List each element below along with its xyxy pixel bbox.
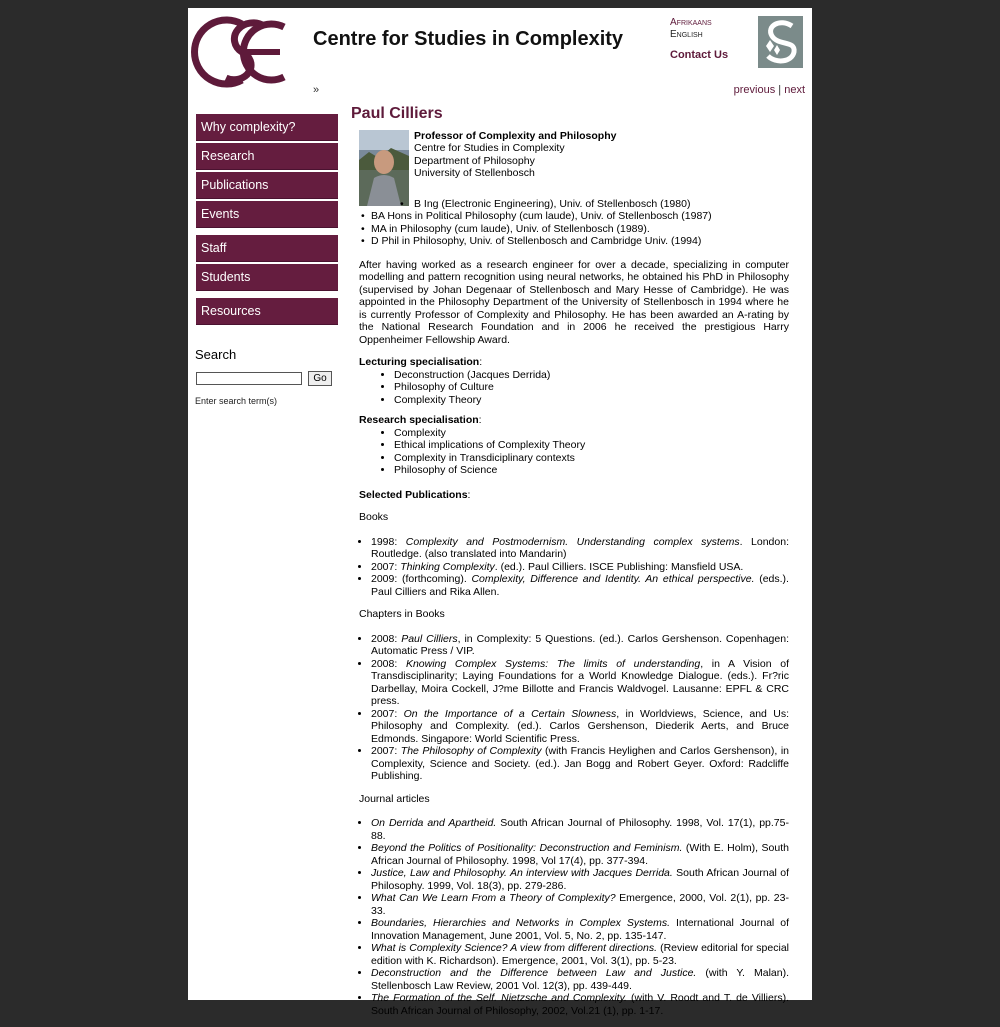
main-content — [351, 105, 790, 1027]
journals-heading: Journal articles — [359, 792, 430, 805]
sidebar-nav — [196, 114, 338, 327]
list-item: • Complexity Theory — [394, 394, 789, 407]
publication-item: • 1998: Complexity and Postmodernism. Understanding complex systems. London: Routledge. (also translated into Mandarin) — [371, 536, 789, 561]
publication-title: The Philosophy of Complexity — [400, 745, 542, 757]
publication-title: Thinking Complexity — [400, 560, 495, 573]
selected-publications-heading: Selected Publications: — [359, 488, 471, 501]
publication-item: • Boundaries, Hierarchies and Networks in Complex Systems. International Journal of Innovation Management, June 2001, Vol. 5, No. 2, pp. 135-147. — [371, 917, 789, 942]
publication-item: • What Can We Learn From a Theory of Complexity? Emergence, 2000, Vol. 2(1), pp. 23-33. — [371, 892, 789, 917]
nav-resources[interactable]: Resources — [196, 298, 338, 325]
research-heading: Research specialisation: — [359, 414, 482, 426]
publication-item: • 2007: The Philosophy of Complexity (with Francis Heylighen and Carlos Gershenson), in Complexity, Science and Society. (ed.). Jan Bogg and Robert Geyer. Oxford: Radcliffe Publishing. — [371, 745, 789, 783]
publication-title: Complexity, Difference and Identity. An ethical perspective. — [471, 573, 755, 585]
search-go-button[interactable]: Go — [308, 371, 332, 386]
nav-publications[interactable]: Publications — [196, 172, 338, 199]
publication-title: Complexity and Postmodernism. Understanding complex systems — [405, 535, 740, 548]
degree-item: • MA in Philosophy (cum laude), Univ. of Stellenbosch (1989). — [359, 223, 789, 236]
page-title: Paul Cilliers — [351, 105, 443, 122]
lecturing-list — [359, 369, 789, 407]
research-list — [359, 427, 789, 477]
publication-item: • 2007: Thinking Complexity. (ed.). Paul Cilliers. ISCE Publishing: Mansfield USA. — [371, 561, 789, 574]
pagination-separator: | — [778, 84, 782, 96]
nav-events[interactable]: Events — [196, 201, 338, 228]
publication-title: On the Importance of a Certain Slowness — [403, 707, 617, 720]
university-crest-logo[interactable] — [758, 16, 803, 68]
contact-us-link[interactable]: Contact Us — [670, 49, 729, 61]
list-item: • Philosophy of Culture — [394, 381, 789, 394]
publication-title: Beyond the Politics of Positionality: Deconstruction and Feminism. — [371, 842, 683, 854]
affiliation-line: Centre for Studies in Complexity — [414, 142, 565, 154]
site-title: Centre for Studies in Complexity — [313, 28, 624, 50]
publication-title: What Can We Learn From a Theory of Complexity? — [371, 892, 616, 904]
previous-link[interactable]: previous — [733, 84, 776, 96]
search-heading: Search — [195, 347, 237, 362]
degree-item: • BA Hons in Political Philosophy (cum laude), Univ. of Stellenbosch (1987) — [359, 210, 789, 223]
profile-block — [359, 130, 789, 208]
degrees-list — [359, 198, 789, 248]
publication-title: What is Complexity Science? A view from different directions. — [371, 942, 657, 954]
list-item: • Complexity in Transdiciplinary contexts — [394, 452, 789, 465]
nav-students[interactable]: Students — [196, 264, 338, 291]
publication-item: • Justice, Law and Philosophy. An interview with Jacques Derrida. South African Journal of Philosophy. 1999, Vol. 18(3), pp. 279-286. — [371, 867, 789, 892]
list-item: • Deconstruction (Jacques Derrida) — [394, 369, 789, 382]
nav-staff[interactable]: Staff — [196, 235, 338, 262]
lang-afrikaans-link[interactable]: Afrikaans — [670, 17, 712, 28]
pagination — [734, 84, 805, 96]
cse-logo[interactable] — [196, 14, 294, 90]
books-list — [359, 536, 789, 599]
language-switcher — [670, 17, 712, 41]
search-input[interactable] — [196, 372, 302, 385]
publication-item: • 2007: On the Importance of a Certain Slowness, in Worldviews, Science, and Us: Philosophy and Complexity. (ed.). Carlos Gershenson, Diederik Aerts, and Bruce Edmonds. Singapore: World Scientific Press. — [371, 708, 789, 746]
nav-research[interactable]: Research — [196, 143, 338, 170]
publication-item: • What is Complexity Science? A view from different directions. (Review editorial for special edition with K. Richardson). Emergence, 2001, Vol. 3(1), pp. 5-23. — [371, 942, 789, 967]
publication-title: The Formation of the Self. Nietzsche and Complexity. — [371, 992, 627, 1004]
list-item: • Ethical implications of Complexity Theory — [394, 439, 789, 452]
biography: After having worked as a research engineer for over a decade, specializing in computer modelling and pattern recognition using neural networks, he obtained his PhD in Philosophy (supervised by Johan Degenaar of Stellenbosch and Mary Hesse of Cambridge). He was appointed in the Philosophy Department of the University of Stellenbosch in 1994 where he is currently Professor of Complexity and Philosophy. He has been awarded an A-rating by the National Research Foundation and in 2006 he received the prestigious Harry Oppenheimer Fellowship Award. — [359, 258, 789, 346]
degree-item: • B Ing (Electronic Engineering), Univ. of Stellenbosch (1980) — [359, 198, 789, 211]
publication-title: Knowing Complex Systems: The limits of understanding — [405, 657, 701, 670]
publication-item: • 2009: (forthcoming). Complexity, Difference and Identity. An ethical perspective. (eds.). Paul Cilliers and Rika Allen. — [371, 573, 789, 598]
list-item: • Philosophy of Science — [394, 464, 789, 477]
search-hint: Enter search term(s) — [195, 396, 278, 406]
affiliation-line: University of Stellenbosch — [414, 167, 535, 179]
publication-title: Deconstruction and the Difference between Law and Justice. — [371, 967, 697, 979]
next-link[interactable]: next — [784, 84, 805, 96]
chapters-heading: Chapters in Books — [359, 608, 445, 620]
page — [188, 8, 812, 1017]
publication-title: Paul Cilliers — [401, 632, 458, 645]
journals-list — [359, 817, 789, 1017]
nav-why-complexity[interactable]: Why complexity? — [196, 114, 338, 141]
publication-item: • 2008: Paul Cilliers, in Complexity: 5 Questions. (ed.). Carlos Gershenson. Copenhagen: Automatic Press / VIP. — [371, 633, 789, 658]
publication-item: • 2008: Knowing Complex Systems: The limits of understanding, in A Vision of Transdisciplinarity; Laying Foundations for a World Knowledge Dialogue. (eds.). Fr?ric Darbellay, Moira Cockell, J?me Billotte and Francis Waldvogel. Lausanne: EPFL & CRC press. — [371, 658, 789, 708]
publication-item: • The Formation of the Self. Nietzsche and Complexity. (with V. Roodt and T. de Villiers). South African Journal of Philosophy, 2002, Vol.21 (1), pp. 1-17. — [371, 992, 789, 1017]
publication-item: • Deconstruction and the Difference between Law and Justice. (with Y. Malan). Stellenbosch Law Review, 2001 Vol. 12(3), pp. 439-449. — [371, 967, 789, 992]
portrait-photo — [359, 130, 409, 206]
position-title: Professor of Complexity and Philosophy — [414, 129, 617, 142]
profile-text — [414, 130, 616, 180]
degree-item: • D Phil in Philosophy, Univ. of Stellenbosch and Cambridge Univ. (1994) — [359, 235, 789, 248]
publication-title: Justice, Law and Philosophy. An interview with Jacques Derrida. — [371, 867, 673, 879]
publication-item: • On Derrida and Apartheid. South African Journal of Philosophy. 1998, Vol. 17(1), pp.75-88. — [371, 817, 789, 842]
publication-item: • Beyond the Politics of Positionality: Deconstruction and Feminism. (With E. Holm), South African Journal of Philosophy. 1998, Vol 17(4), pp. 377-394. — [371, 842, 789, 867]
list-item: • Complexity — [394, 427, 789, 440]
publication-title: On Derrida and Apartheid. — [371, 817, 497, 829]
publication-title: Boundaries, Hierarchies and Networks in Complex Systems. — [371, 917, 671, 929]
breadcrumb: » — [313, 84, 320, 96]
chapters-list — [359, 633, 789, 783]
books-heading: Books — [359, 511, 389, 523]
lecturing-heading: Lecturing specialisation: — [359, 356, 483, 368]
affiliation-line: Department of Philosophy — [414, 154, 535, 167]
lang-english-link[interactable]: English — [670, 29, 703, 40]
